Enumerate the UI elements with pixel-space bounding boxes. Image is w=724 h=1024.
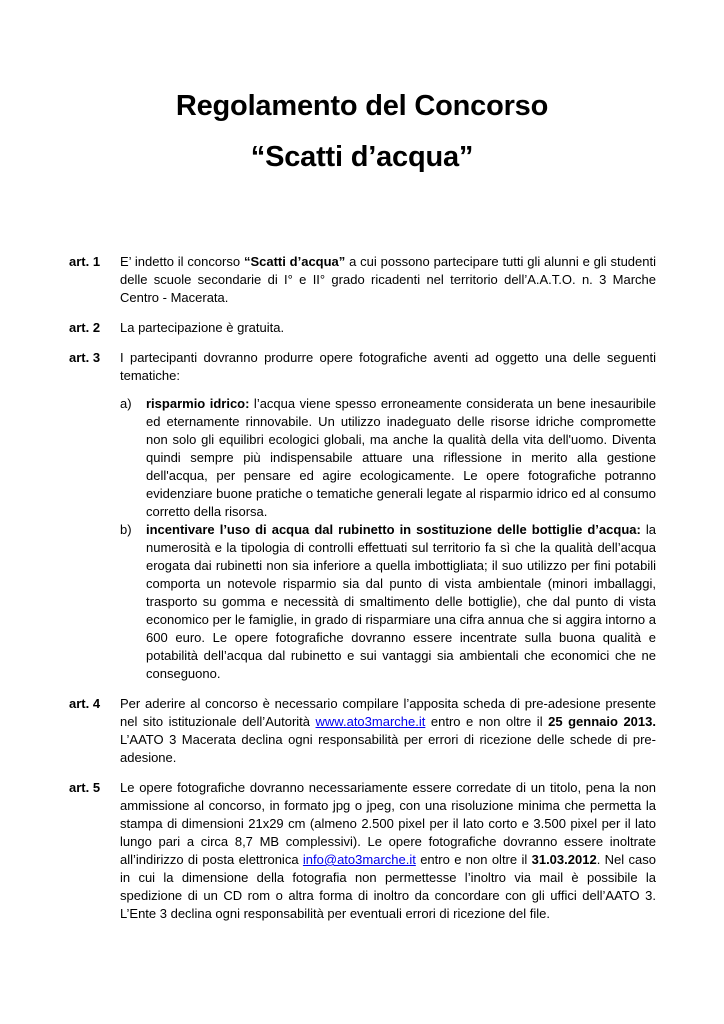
list-marker: a) bbox=[120, 396, 132, 411]
text-run: E’ indetto il concorso bbox=[120, 254, 244, 269]
website-link[interactable]: www.ato3marche.it bbox=[315, 714, 426, 729]
text-run: L’AATO 3 Macerata declina ogni responsabilità per errori di ricezione delle schede di pre-adesione. bbox=[120, 732, 656, 765]
list-marker: b) bbox=[120, 522, 132, 537]
theme-item-b bbox=[120, 521, 656, 683]
articles-list bbox=[69, 253, 656, 935]
article-label: art. 5 bbox=[69, 780, 101, 795]
article-text bbox=[120, 779, 656, 923]
text-run: entro e non oltre il bbox=[415, 852, 532, 867]
article-text bbox=[120, 253, 656, 307]
theme-title: risparmio idrico: bbox=[146, 396, 250, 411]
deadline-date: 25 gennaio 2013. bbox=[548, 714, 656, 729]
text-run: a cui possono partecipare tutti gli alunni e gli studenti delle scuole secondarie di I° e II° grado ricadenti nel territorio dell’A.A.T.O. n. 3 Marche Centro - Macerata. bbox=[120, 254, 656, 305]
theme-item-a bbox=[120, 395, 656, 521]
text-run: Per aderire al concorso è necessario compilare l’apposita scheda di pre-adesione presente nel sito istituzionale dell’Autorità bbox=[120, 696, 656, 729]
article-label: art. 3 bbox=[69, 350, 101, 365]
article-2 bbox=[69, 319, 656, 337]
article-5 bbox=[69, 779, 656, 923]
theme-title: incentivare l’uso di acqua dal rubinetto in sostituzione delle bottiglie d’acqua: bbox=[146, 522, 641, 537]
article-label: art. 2 bbox=[69, 320, 101, 335]
text-run: Le opere fotografiche dovranno necessariamente essere corredate di un titolo, pena la non ammissione al concorso, in formato jpg o jpeg, con una risoluzione minima che permetta la stampa di dimensioni 21x29 cm (almeno 2.500 pixel per il lato corto e 3.500 pixel per il lato lungo pari a circa 8,7 MB complessivi). Le opere fotografiche dovranno essere inoltrate all’indirizzo di posta elettronica bbox=[120, 780, 656, 867]
deadline-date: 31.03.2012 bbox=[531, 852, 597, 867]
article-intro: I partecipanti dovranno produrre opere fotografiche aventi ad oggetto una delle seguenti tematiche: bbox=[120, 350, 656, 383]
email-link[interactable]: info@ato3marche.it bbox=[302, 852, 416, 867]
text-run: entro e non oltre il bbox=[425, 714, 549, 729]
article-text bbox=[120, 695, 656, 767]
title-block bbox=[0, 0, 724, 175]
document-subtitle: “Scatti d’acqua” bbox=[250, 141, 474, 173]
theme-text: l’acqua viene spesso erroneamente considerata un bene inesauribile ed eternamente rinnovabile. Un utilizzo inadeguato delle risorse idriche compromette non solo gli equilibri ecologici globali, ma anche la qualità della vita dell'uomo. Diventa quindi sempre più indispensabile attuare una riflessione in merito alla gestione dell'acqua, per pensare ed agire ecologicamente. Le opere fotografiche potranno evidenziare buone pratiche o tematiche generali legate al risparmio idrico ed al consumo corretto della risorsa. bbox=[146, 396, 657, 519]
themes-list bbox=[120, 395, 656, 683]
document-title: Regolamento del Concorso bbox=[175, 90, 549, 122]
theme-text: la numerosità e la tipologia di controlli effettuati sul territorio fa sì che la qualità dell’acqua erogata dai rubinetti non sia inferiore a quella imbottigliata; il suo utilizzo per fini potabili comporta un notevole risparmio sia dal punto di vista ambientale (minori imballaggi, trasporto su gomma e necessità di smaltimento delle bottiglie), che dal punto di vista economico per le famiglie, in grado di risparmiare una cifra annua che si aggira intorno a 600 euro. Le opere fotografiche dovranno essere incentrate sulla buona qualità e potabilità dell’acqua dal rubinetto e sui vantaggi sia ambientali che economici che ne conseguono. bbox=[146, 522, 657, 681]
text-run: . Nel caso in cui la dimensione della fotografia non permettesse l’inoltro via mail è possibile la spedizione di un CD rom o altra forma di inoltro da concordare con gli uffici dell’AATO 3. L’Ente 3 declina ogni responsabilità per eventuali errori di ricezione del file. bbox=[120, 852, 656, 921]
contest-name: “Scatti d’acqua” bbox=[243, 254, 346, 269]
article-label: art. 4 bbox=[69, 696, 101, 711]
article-4 bbox=[69, 695, 656, 767]
article-label: art. 1 bbox=[69, 254, 101, 269]
article-1 bbox=[69, 253, 656, 307]
article-3 bbox=[69, 349, 656, 683]
article-text: La partecipazione è gratuita. bbox=[120, 320, 285, 335]
